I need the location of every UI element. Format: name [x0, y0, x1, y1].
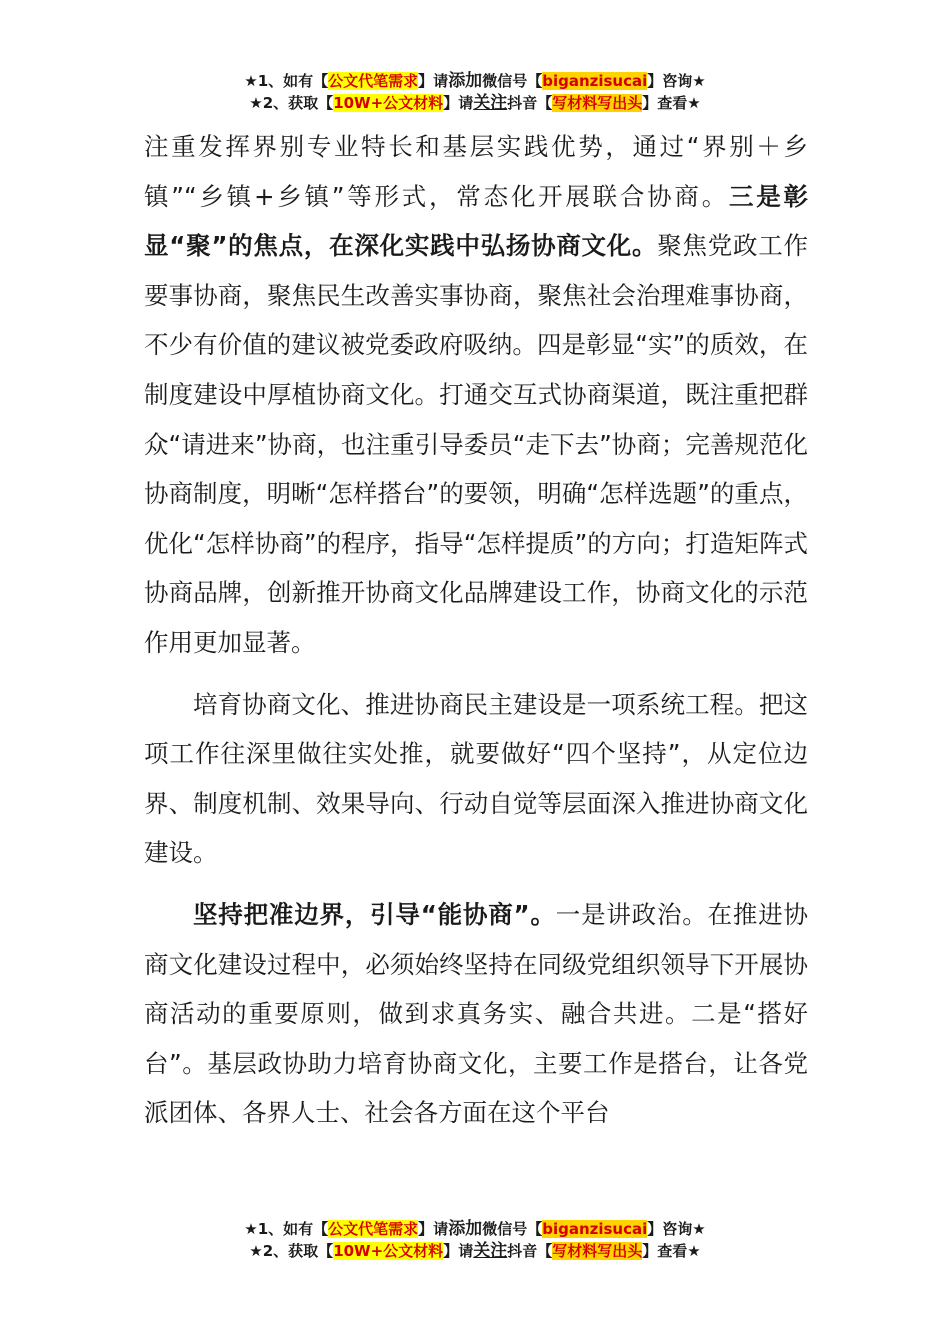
highlight-materials: 10W+公文材料: [333, 94, 444, 112]
banner-text: 】咨询★: [647, 72, 706, 90]
highlight-wechat-id: biganzisucai: [542, 72, 648, 90]
highlight-douyin-account: 写材料写出头: [552, 1242, 643, 1260]
highlight-wechat-id: biganzisucai: [542, 1220, 648, 1238]
header-banner: [0, 70, 950, 114]
banner-text: 】咨询★: [647, 1220, 706, 1238]
paragraph-2: 培育协商文化、推进协商民主建设是一项系统工程。把这项工作往深里做往实处推，就要做好“四个坚持”，从定位边界、制度机制、效果导向、行动自觉等层面深入推进协商文化建设。: [144, 689, 808, 868]
highlight-douyin-account: 写材料写出头: [552, 94, 643, 112]
banner-text: 2、获取【: [262, 94, 334, 112]
banner-text: 2、获取【: [262, 1242, 334, 1260]
banner-text: 】查看★: [642, 94, 701, 112]
banner-text: 1、如有【: [257, 72, 329, 90]
highlight-service: 公文代笔需求: [328, 72, 419, 90]
banner-text: 】请: [443, 1242, 474, 1260]
banner-emphasis: 添加: [448, 1219, 483, 1239]
star-icon: ★: [244, 1220, 258, 1238]
banner-emphasis: 关注: [473, 93, 508, 113]
banner-text: 】请: [418, 72, 449, 90]
banner-text: 】查看★: [642, 1242, 701, 1260]
highlight-service: 公文代笔需求: [328, 1220, 419, 1238]
banner-text: 】请: [418, 1220, 449, 1238]
star-icon: ★: [249, 1242, 263, 1260]
body-text: 聚焦党政工作要事协商，聚焦民生改善实事协商，聚焦社会治理难事协商，不少有价值的建议被党委政府吸纳。四是彰显“实”的质效，在制度建设中厚植协商文化。打通交互式协商渠道，既注重把群众“请进来”协商，也注重引导委员“走下去”协商；完善规范化协商制度，明晰“怎样搭台”的要领，明确“怎样选题”的重点，优化“怎样协商”的程序，指导“怎样提质”的方向；打造矩阵式协商品牌，创新推开协商文化品牌建设工作，协商文化的示范作用更加显著。: [144, 231, 809, 657]
banner-text: 微信号【: [482, 1220, 543, 1238]
star-icon: ★: [244, 72, 258, 90]
banner-text: 抖音【: [507, 94, 553, 112]
banner-line-2: [0, 1240, 950, 1262]
highlight-materials: 10W+公文材料: [333, 1242, 444, 1260]
paragraph-1: [144, 122, 808, 668]
banner-line-1: [0, 70, 950, 92]
banner-emphasis: 关注: [473, 1241, 508, 1261]
banner-text: 抖音【: [507, 1242, 553, 1260]
paragraph-3: [144, 890, 808, 1138]
banner-emphasis: 添加: [448, 71, 483, 91]
banner-text: 1、如有【: [257, 1220, 329, 1238]
banner-text: 】请: [443, 94, 474, 112]
document-body: [144, 122, 808, 1138]
banner-text: 微信号【: [482, 72, 543, 90]
body-text: 一是讲政治。在推进协商文化建设过程中，必须始终坚持在同级党组织领导下开展协商活动的重要原则，做到求真务实、融合共进。二是“搭好台”。基层政协助力培育协商文化，主要工作是搭台，让各党派团体、各界人士、社会各方面在这个平台: [144, 899, 809, 1128]
star-icon: ★: [249, 94, 263, 112]
bold-heading: 三是彰显“聚”的焦点，在深化实践中弘扬协商文化。: [144, 181, 809, 261]
bold-heading: 坚持把准边界，引导“能协商”。: [193, 899, 556, 929]
banner-line-1: [0, 1218, 950, 1240]
banner-line-2: [0, 92, 950, 114]
footer-banner: [0, 1218, 950, 1262]
body-text: 注重发挥界别专业特长和基层实践优势，通过“界别＋乡镇”“乡镇+乡镇”等形式，常态化开展联合协商。: [144, 132, 808, 211]
